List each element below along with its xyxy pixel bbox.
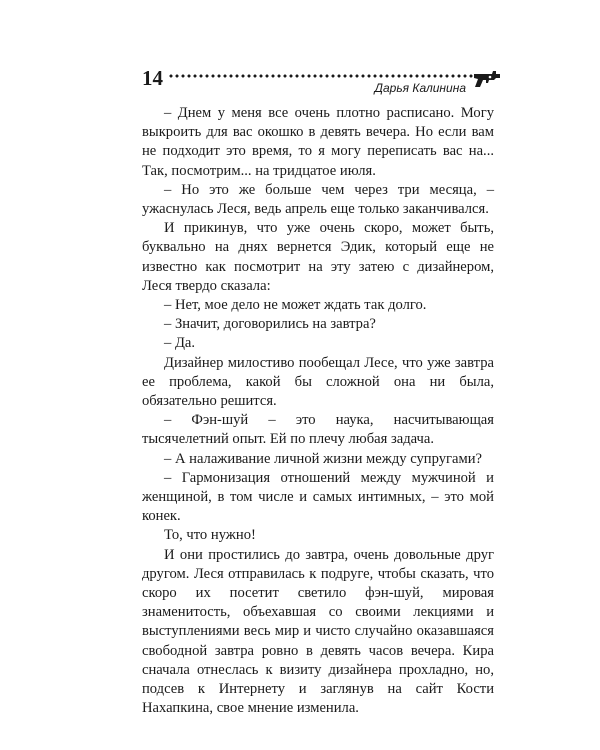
paragraph: – Гармонизация отношений между мужчиной и женщиной, в том числе и самых интимных, – это мой конек. <box>142 469 494 525</box>
paragraph: Дизайнер милостиво пообещал Лесе, что уже завтра ее проблема, какой бы сложной она ни была, обязательно решится. <box>142 354 494 410</box>
running-header <box>142 66 502 96</box>
paragraph: И они простились до завтра, очень довольные друг другом. Леся отправилась к подруге, чтобы сказать, что скоро их посетит светило фэн-шуй, мировая знаменитость, объехавшая со своими лекциями и выступлениями весь мир и чисто случайно оказавшаяся свободной завтра ровно в девять часов вечера. Кира сначала отнеслась к визиту дизайнера прохладно, но, подсев к Интернету и заглянув на сайт Кости Нахапкина, свое мнение изменила. <box>142 546 494 717</box>
paragraph: – А налаживание личной жизни между супругами? <box>164 450 482 467</box>
body-text <box>142 104 494 719</box>
revolver-icon <box>472 68 502 88</box>
paragraph: И прикинув, что уже очень скоро, может быть, буквально на днях вернется Эдик, который еще не известно как посмотрит на эту затею с дизайнером, Леся твердо сказала: <box>142 220 494 294</box>
dotted-rule <box>168 73 474 79</box>
paragraph: – Значит, договорились на завтра? <box>164 316 376 333</box>
running-head-author: Дарья Калинина <box>374 81 466 95</box>
paragraph: – Да. <box>164 335 196 352</box>
paragraph: – Днем у меня все очень плотно расписано. Могу выкроить для вас окошко в девять вечера. Но если вам не подходит это время, то я могу переписать вас на... Так, посмотрим... на тридцатое июля. <box>142 105 494 179</box>
paragraph: – Нет, мое дело не может ждать так долго. <box>164 297 427 314</box>
paragraph: То, что нужно! <box>164 527 256 544</box>
paragraph: – Но это же больше чем через три месяца, – ужаснулась Леся, ведь апрель еще только заканчивался. <box>142 181 494 218</box>
paragraph: – Фэн-шуй – это наука, насчитывающая тысячелетний опыт. Ей по плечу любая задача. <box>142 412 494 448</box>
page-number: 14 <box>142 66 163 90</box>
